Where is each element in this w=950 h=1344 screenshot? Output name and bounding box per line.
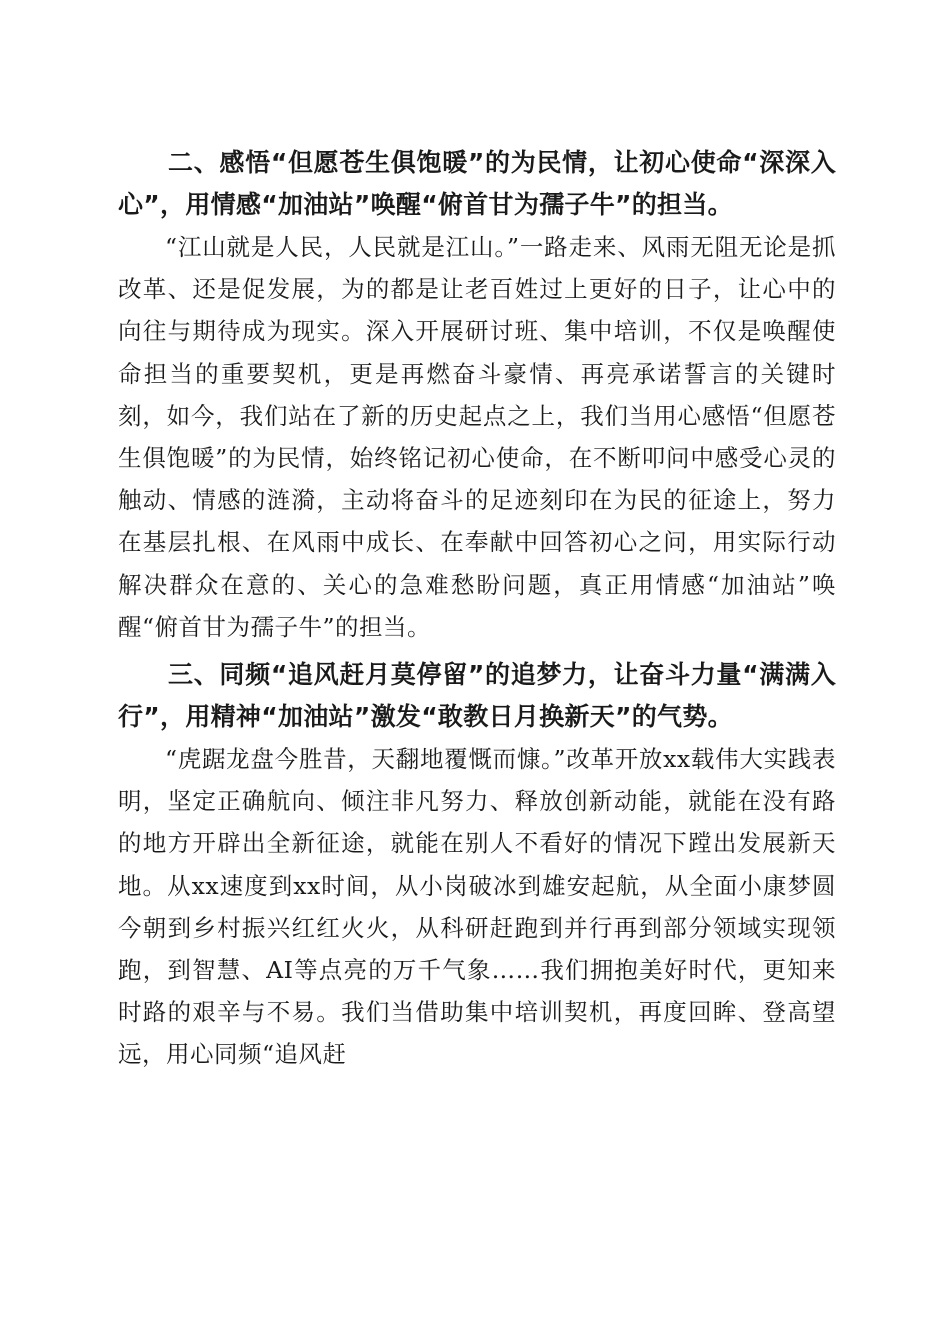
section-2-body: “江山就是人民，人民就是江山。”一路走来、风雨无阻无论是抓改革、还是促发展，为的都是让老百姓过上更好的日子，让心中的向往与期待成为现实。深入开展研讨班、集中培训，不仅是唤醒使命担当的重要契机，更是再燃奋斗豪情、再亮承诺誓言的关键时刻，如今，我们站在了新的历史起点之上，我们当用心感悟“但愿苍生俱饱暖”的为民情，始终铭记初心使命，在不断叩问中感受心灵的触动、情感的涟漪，主动将奋斗的足迹刻印在为民的征途上，努力在基层扎根、在风雨中成长、在奉献中回答初心之问，用实际行动解决群众在意的、关心的急难愁盼问题，真正用情感“加油站”唤醒“俯首甘为孺子牛”的担当。	[118, 233, 836, 641]
section-3-body: “虎踞龙盘今胜昔，天翻地覆慨而慷。”改革开放xx载伟大实践表明，坚定正确航向、倾注非凡努力、释放创新动能，就能在没有路的地方开辟出全新征途，就能在别人不看好的情况下蹚出发展新天地。从xx速度到xx时间，从小岗破冰到雄安起航，从全面小康梦圆今朝到乡村振兴红红火火，从科研赶跑到并行再到部分领域实现领跑，到智慧、AI等点亮的万千气象……我们拥抱美好时代，更知来时路的艰辛与不易。我们当借助集中培训契机，再度回眸、登高望远，用心同频“追风赶	[118, 745, 836, 1069]
section-3-heading: 三、同频“追风赶月莫停留”的追梦力，让奋斗力量“满满入行”，用精神“加油站”激发“敢教日月换新天”的气势。	[118, 660, 836, 732]
section-2-heading: 二、感悟“但愿苍生俱饱暖”的为民情，让初心使命“深深入心”，用情感“加油站”唤醒“俯首甘为孺子牛”的担当。	[118, 148, 836, 219]
document-page	[118, 142, 836, 1076]
